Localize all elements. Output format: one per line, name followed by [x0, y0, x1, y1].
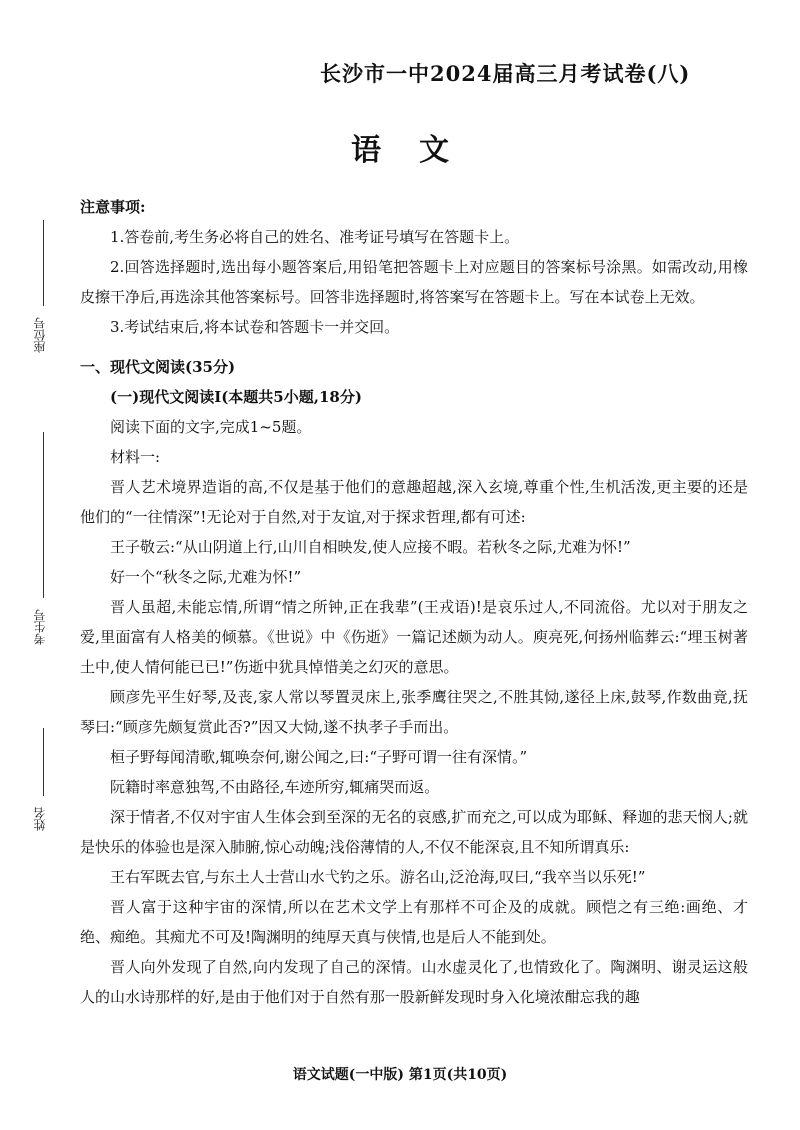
name-label: 姓名 — [33, 807, 47, 831]
passage-paragraph: 晋人虽超,未能忘情,所谓“情之所钟,正在我辈”(王戎语)!是哀乐过人,不同流俗。尤以对于朋友之爱,里面富有人格美的倾慕。《世说》中《伤逝》一篇记述颇为动人。庾亮死,何扬州临葬云:“埋玉树著土中,使人情何能已已!”伤逝中犹具悼惜美之幻灭的意思。 — [80, 598, 748, 676]
instruction-text: 阅读下面的文字,完成1~5题。 — [110, 418, 312, 436]
passage-paragraph: 顾彦先平生好琴,及丧,家人常以琴置灵床上,张季鹰往哭之,不胜其恸,遂径上床,鼓琴,作数曲竟,抚琴曰:“顾彦先颇复赏此否?”因又大恸,遂不执孝子手而出。 — [80, 688, 748, 736]
passage-paragraph: 晋人艺术境界造诣的高,不仅是基于他们的意趣超越,深入玄境,尊重个性,生机活泼,更主要的还是他们的“一往情深”!无论对于自然,对于友谊,对于探求哲理,都有可述: — [80, 478, 748, 526]
name-field — [28, 728, 60, 836]
page-footer: 语文试题(一中版) 第1页(共10页) — [292, 1067, 508, 1083]
passage-paragraph: 深于情者,不仅对宇宙人生体会到至深的无名的哀感,扩而充之,可以成为耶稣、释迦的悲天悯人;就是快乐的体验也是深入肺腑,惊心动魄;浅俗薄情的人,不仅不能深哀,且不知所谓真乐: — [80, 808, 748, 856]
material-label: 材料一: — [110, 448, 161, 466]
passage-paragraph: 桓子野每闻清歌,辄唤奈何,谢公闻之,曰:“子野可谓一往有深情。” — [110, 748, 528, 766]
notice-title: 注意事项: — [80, 198, 146, 216]
passage-paragraph: 王右军既去官,与东土人士营山水弋钓之乐。游名山,泛沧海,叹曰,“我卒当以乐死!” — [110, 868, 646, 886]
passage-paragraph: 好一个“秋冬之际,尤难为怀!” — [110, 568, 302, 586]
passage-paragraph: 王子敬云:“从山阴道上行,山川自相映发,使人应接不暇。若秋冬之际,尤难为怀!” — [110, 538, 631, 556]
passage-paragraph: 阮籍时率意独驾,不由路径,车迹所穷,辄痛哭而返。 — [110, 778, 440, 796]
notice-item: 3.考试结束后,将本试卷和答题卡一并交回。 — [110, 318, 400, 336]
passage-paragraph: 晋人富于这种宇宙的深情,所以在艺术文学上有那样不可企及的成就。顾恺之有三绝:画绝、才绝、痴绝。其痴尤不可及!陶渊明的纯厚天真与侠情,也是后人不能到处。 — [80, 898, 748, 946]
subject-title: 语文 — [351, 133, 487, 168]
exam-number-label: 考生号 — [33, 609, 47, 645]
notice-item: 2.回答选择题时,选出每小题答案后,用铅笔把答题卡上对应题目的答案标号涂黑。如需改动,用橡皮擦干净后,再选涂其他答案标号。回答非选择题时,将答案写在答题卡上。写在本试卷上无效。 — [80, 258, 748, 306]
exam-content — [80, 192, 748, 1012]
notice-item: 1.答卷前,考生务必将自己的姓名、准考证号填写在答题卡上。 — [110, 228, 520, 246]
exam-title: 长沙市一中2024届高三月考试卷(八) — [320, 61, 691, 86]
subsection-title: (一)现代文阅读Ⅰ(本题共5小题,18分) — [110, 388, 362, 406]
seat-number-label: 座位号 — [33, 317, 47, 353]
section-title: 一、现代文阅读(35分) — [80, 358, 236, 376]
exam-number-field — [28, 432, 60, 650]
passage-paragraph: 晋人向外发现了自然,向内发现了自己的深情。山水虚灵化了,也情致化了。陶渊明、谢灵运这般人的山水诗那样的好,是由于他们对于自然有那一股新鲜发现时身入化境浓酣忘我的趣 — [80, 958, 748, 1006]
seat-number-field — [28, 220, 60, 360]
